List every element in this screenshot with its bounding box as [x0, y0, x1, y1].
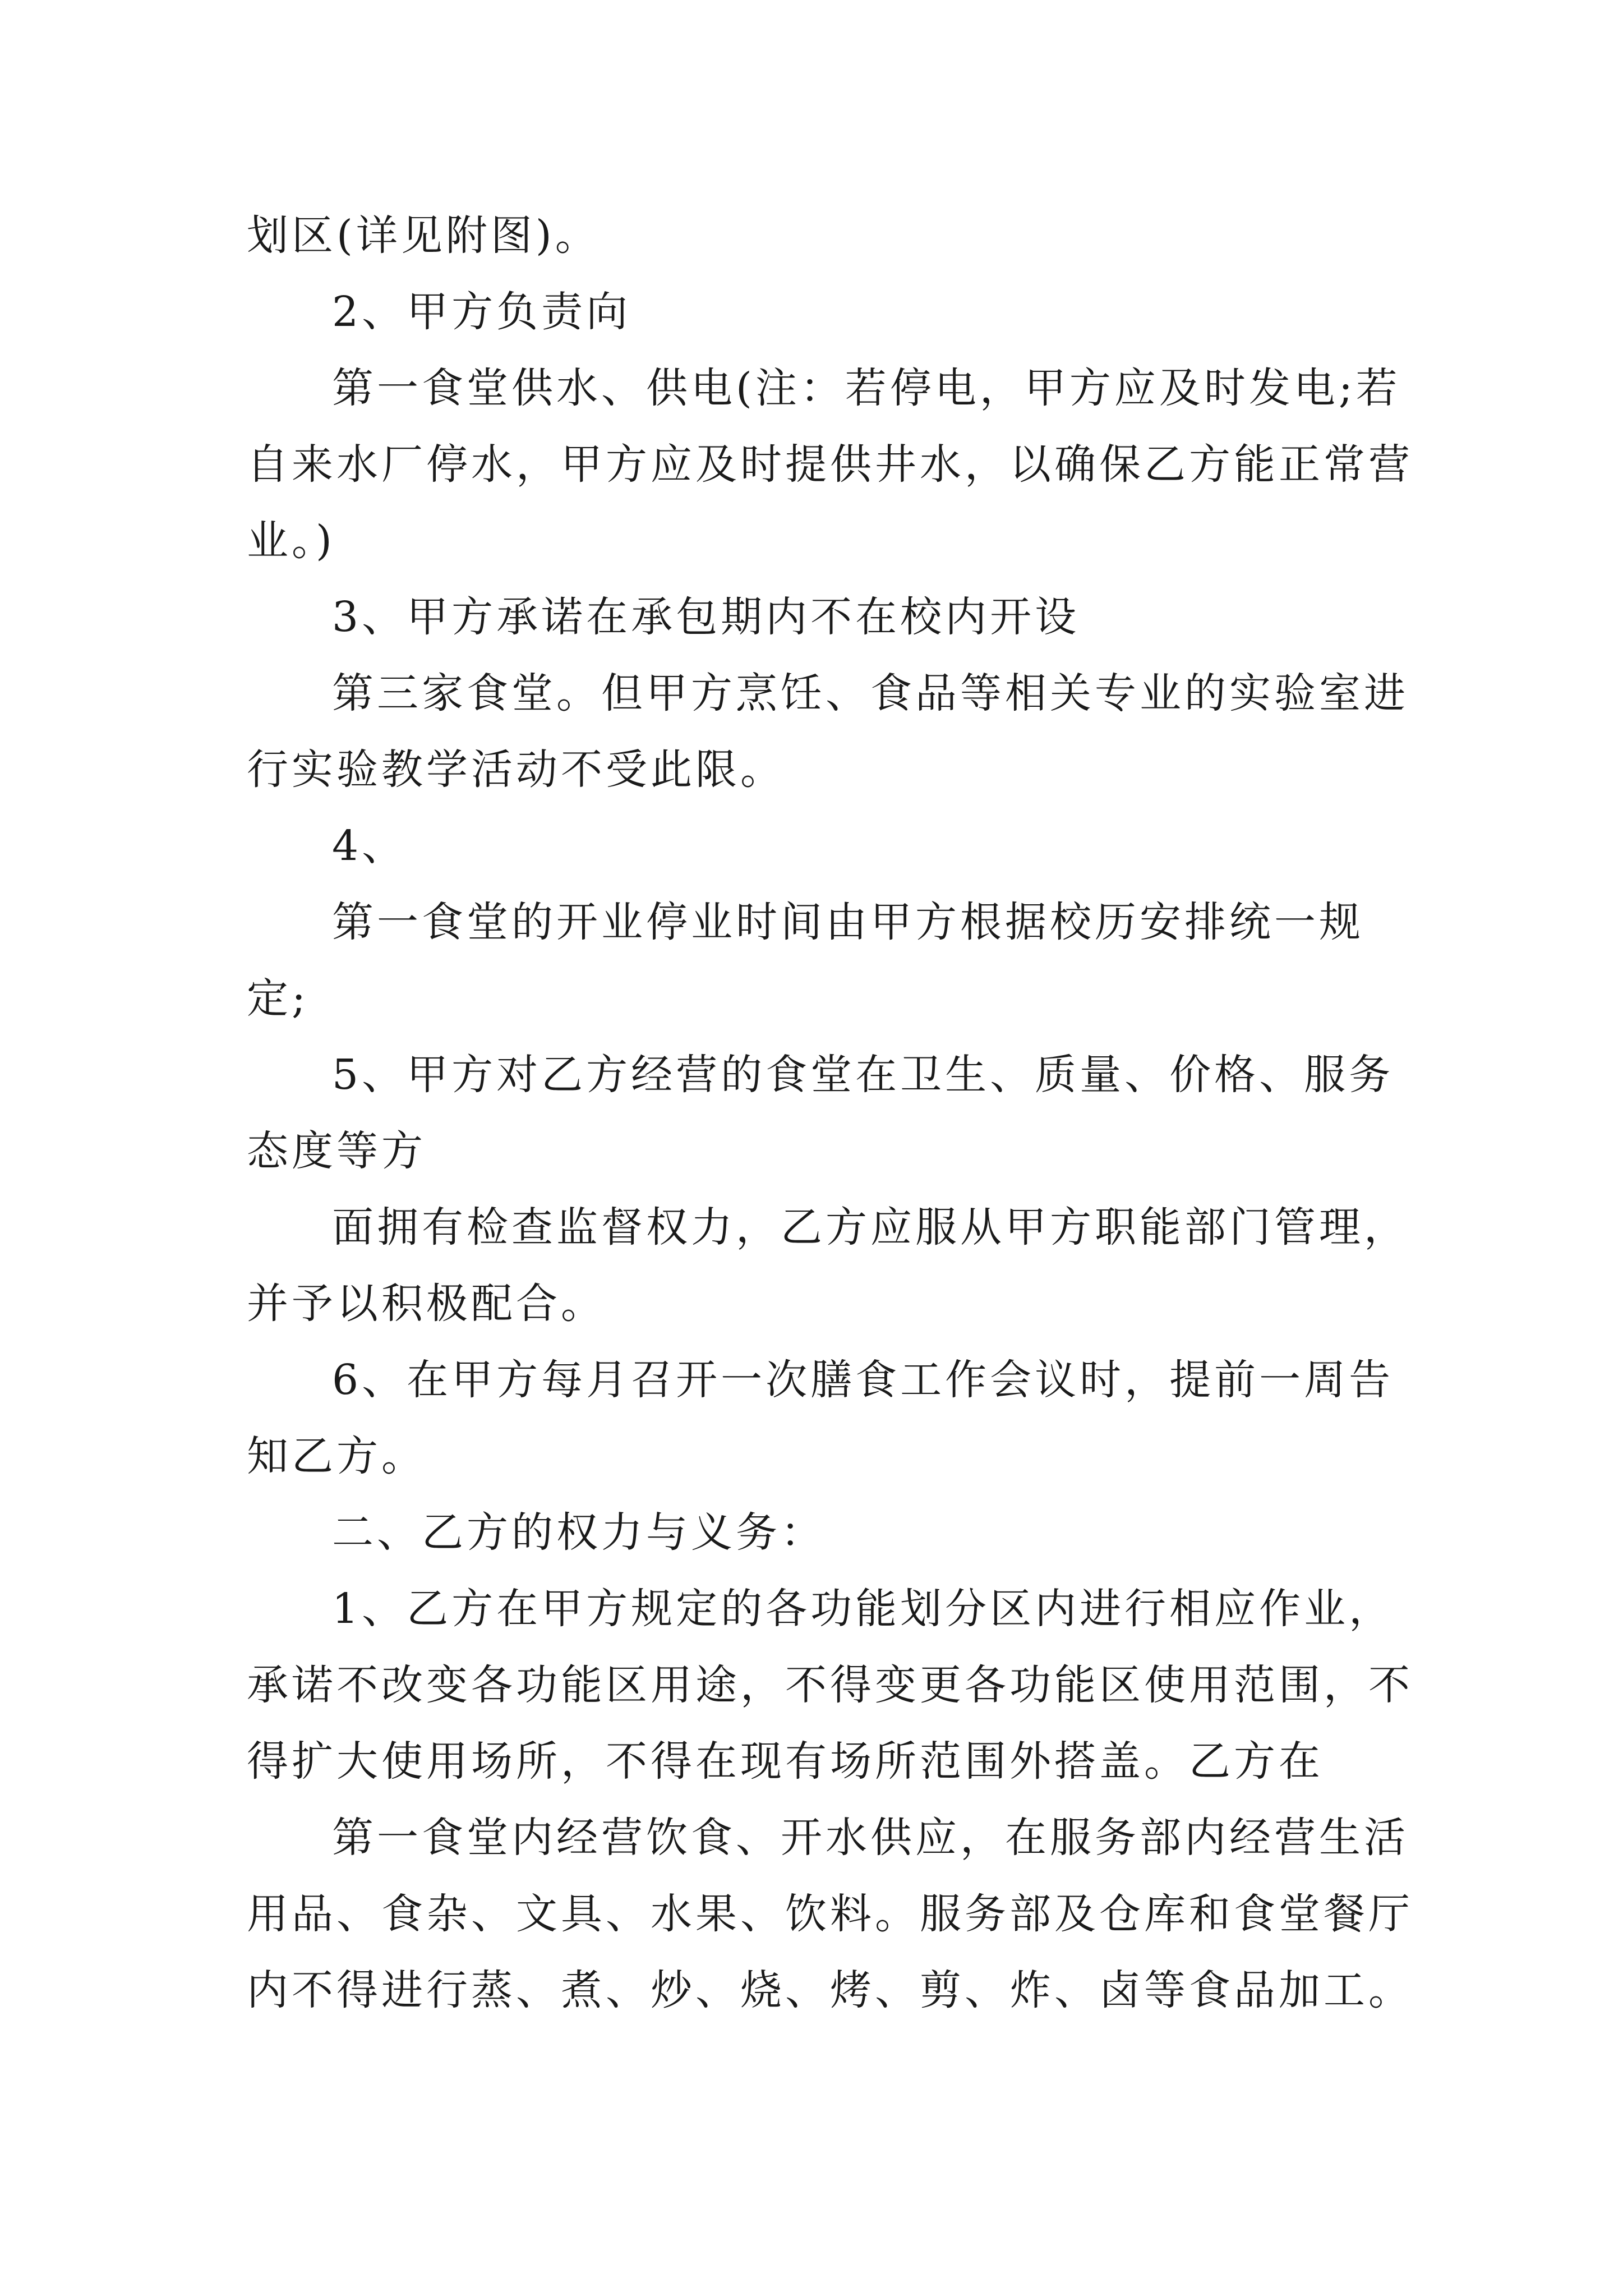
text-line: 2、甲方负责向	[332, 288, 631, 336]
text-line: 定;	[247, 974, 309, 1023]
text-line: 4、	[332, 822, 407, 870]
section-heading: 二、乙方的权力与义务：	[332, 1508, 826, 1557]
text-line: 内不得进行蒸、煮、炒、烧、烤、剪、炸、卤等食品加工。	[247, 1966, 1413, 2014]
text-line: 面拥有检查监督权力，乙方应服从甲方职能部门管理，	[332, 1203, 1409, 1251]
text-line: 第一食堂内经营饮食、开水供应，在服务部内经营生活	[332, 1814, 1409, 1862]
text-line: 行实验教学活动不受此限。	[247, 746, 785, 794]
text-line: 知乙方。	[247, 1432, 426, 1480]
text-line: 业。)	[247, 517, 335, 565]
text-line: 第一食堂供水、供电(注：若停电，甲方应及时发电;若	[332, 364, 1401, 412]
text-line: 第三家食堂。但甲方烹饪、食品等相关专业的实验室进	[332, 669, 1409, 717]
text-line: 划区(详见附图)。	[247, 211, 600, 260]
text-line: 得扩大使用场所，不得在现有场所范围外搭盖。乙方在	[247, 1737, 1324, 1786]
text-line: 第一食堂的开业停业时间由甲方根据校历安排统一规	[332, 898, 1364, 946]
text-line: 承诺不改变各功能区用途，不得变更各功能区使用范围，不	[247, 1661, 1413, 1709]
text-line: 6、在甲方每月召开一次膳食工作会议时，提前一周告	[332, 1356, 1394, 1404]
document-body	[247, 197, 1413, 2028]
text-line: 自来水厂停水，甲方应及时提供井水，以确保乙方能正常营	[247, 440, 1413, 489]
text-line: 用品、食杂、文具、水果、饮料。服务部及仓库和食堂餐厅	[247, 1890, 1413, 1938]
text-line: 5、甲方对乙方经营的食堂在卫生、质量、价格、服务	[332, 1051, 1394, 1099]
text-line: 并予以积极配合。	[247, 1280, 606, 1328]
text-line: 态度等方	[247, 1127, 426, 1175]
text-line: 1、乙方在甲方规定的各功能划分区内进行相应作业，	[332, 1585, 1394, 1633]
text-line: 3、甲方承诺在承包期内不在校内开设	[332, 593, 1080, 641]
